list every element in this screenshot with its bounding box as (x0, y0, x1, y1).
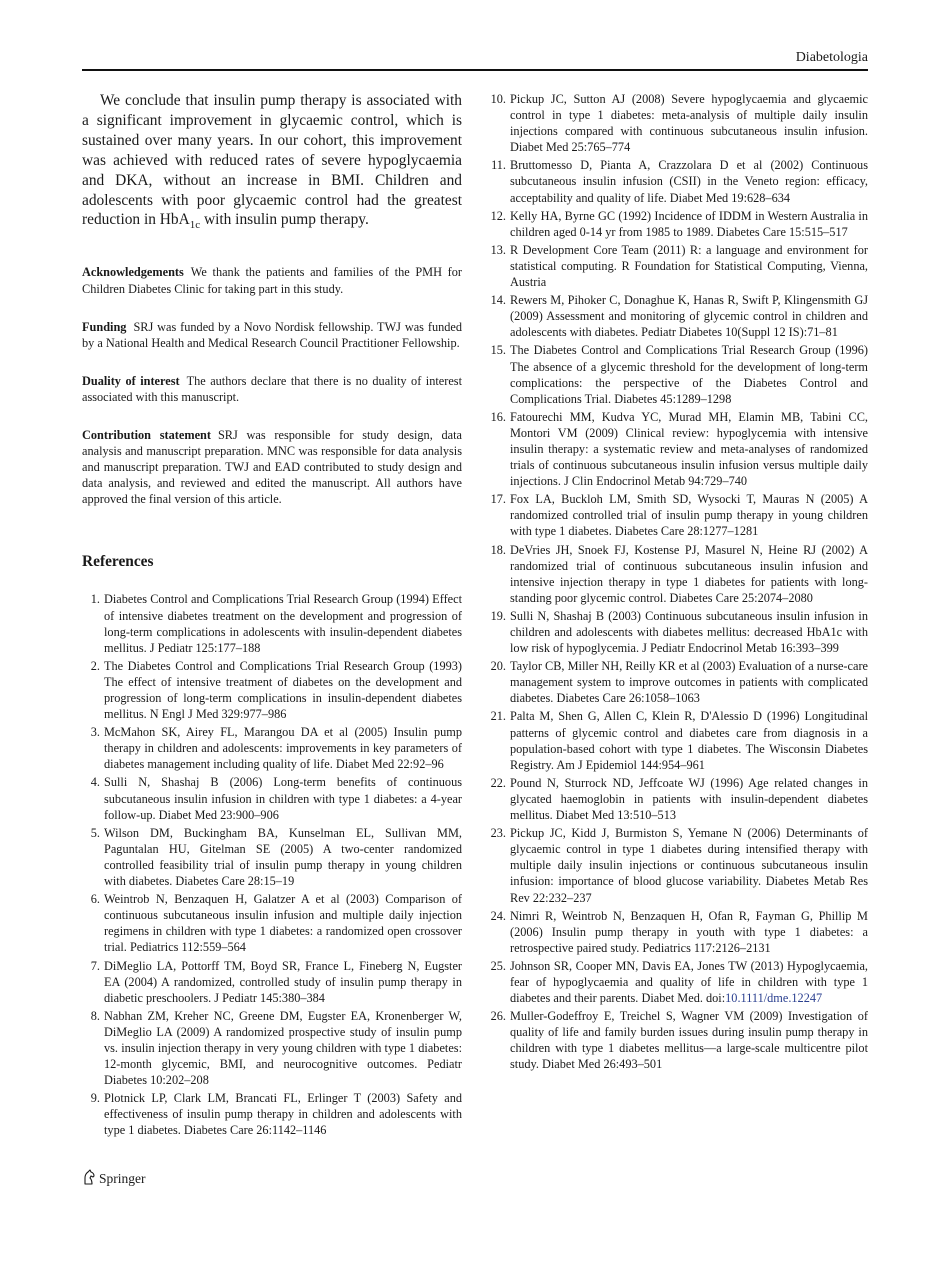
reference-item: 23. Pickup JC, Kidd J, Burmiston S, Yemane N (2006) Determinants of glycaemic control in type 1 diabetes during intensified therapy with multiple daily insulin injections or continuous subcutaneous insulin infusion: importance of blood glucose variability. Diabetes Metab Res Rev 22:232–237 (490, 826, 868, 905)
reference-item: 7. DiMeglio LA, Pottorff TM, Boyd SR, France L, Fineberg N, Eugster EA (2004) A randomized, controlled study of insulin pump therapy in diabetic preschoolers. J Pediatr 145:380–384 (90, 958, 462, 1005)
contribution-label: Contribution statement (82, 427, 211, 442)
reference-item: 15. The Diabetes Control and Complications Trial Research Group (1996) The absence of a glycemic threshold for the development of long-term complications: the perspective of the Diabetes Control and Complications Trial. Diabetes 45:1289–1298 (490, 343, 868, 406)
publisher-name: Springer (99, 1171, 146, 1186)
reference-item: 10. Pickup JC, Sutton AJ (2008) Severe hypoglycaemia and glycaemic control in type 1 diabetes: meta-analysis of multiple daily insulin injections compared with continuous subcutaneous insulin infusion. Diabet Med 25:765–774 (490, 92, 868, 155)
conclusion-subscript: 1c (189, 219, 201, 232)
reference-item: 8. Nabhan ZM, Kreher NC, Greene DM, Eugster EA, Kronenberger W, DiMeglio LA (2009) A randomized prospective study of insulin pump vs. insulin injection therapy in very young children with type 1 diabetes: 12-month glycemic, BMI, and neurocognitive outcomes. Pediatr Diabetes 10:202–208 (90, 1008, 462, 1088)
acknowledgements-label: Acknowledgements (82, 265, 184, 280)
conclusion-text: We conclude that insulin pump therapy is associated with a significant improvement in glycaemic control, which is sustained over many years. In our cohort, this improvement was achieved with reduced rates of severe hypoglycaemia and DKA, without an increase in BMI. Children and adolescents with poor glycaemic control had the greatest reduction in HbA (82, 92, 462, 229)
reference-item: 11. Bruttomesso D, Pianta A, Crazzolara D et al (2002) Continuous subcutaneous insulin infusion (CSII) in the Veneto region: efficacy, acceptability and quality of life. Diabet Med 19:628–634 (491, 158, 868, 205)
references-list-right (488, 91, 868, 1073)
reference-item: 22. Pound N, Sturrock ND, Jeffcoate WJ (1996) Age related changes in glycated haemoglobin in patients with insulin-dependent diabetes mellitus. Diabet Med 13:510–513 (490, 775, 868, 823)
reference-item: 19. Sulli N, Shashaj B (2003) Continuous subcutaneous insulin infusion in children and adolescents with diabetes mellitus: decreased HbA1c with low risk of hypoglycemia. J Pediatr Endocrinol Metab 16:393–399 (490, 608, 868, 656)
duality-section (82, 373, 462, 405)
reference-item: 3. McMahon SK, Airey FL, Marangou DA et al (2005) Insulin pump therapy in children and adolescents: improvements in key parameters of diabetes management including quality of life. Diabet Med 22:92–96 (90, 725, 462, 772)
reference-item: 5. Wilson DM, Buckingham BA, Kunselman EL, Sullivan MM, Paguntalan HU, Gitelman SE (2005) A two-center randomized controlled feasibility trial of insulin pump therapy in young children with diabetes. Diabetes Care 28:15–19 (90, 825, 462, 889)
publisher-footer (82, 1169, 146, 1189)
funding-label: Funding (82, 319, 127, 334)
duality-text: The authors declare that there is no duality of interest associated with this manuscript. (82, 373, 462, 404)
reference-item: 2. The Diabetes Control and Complications Trial Research Group (1993) The effect of intensive treatment of diabetes on the development and progression of long-term complications in insulin-dependent diabetes mellitus. N Engl J Med 329:977–986 (90, 658, 462, 722)
duality-label: Duality of interest (82, 373, 180, 388)
reference-item: 26. Muller-Godeffroy E, Treichel S, Wagner VM (2009) Investigation of quality of life and family burden issues during insulin pump therapy in children with type 1 diabetes mellitus—a large-scale multicentre pilot study. Diabet Med 26:493–501 (490, 1009, 868, 1072)
acknowledgements-section (82, 264, 462, 296)
reference-item: 24. Nimri R, Weintrob N, Benzaquen H, Ofan R, Fayman G, Phillip M (2006) Insulin pump therapy in youth with type 1 diabetes: a retrospective paired study. Pediatrics 117:2126–2131 (490, 908, 868, 955)
reference-item: 4. Sulli N, Shashaj B (2006) Long-term benefits of continuous subcutaneous insulin infusion in children with type 1 diabetes: a 4-year follow-up. Diabet Med 23:900–906 (90, 775, 462, 822)
doi-link[interactable]: 10.1111/dme.12247 (725, 991, 823, 1006)
reference-item: 12. Kelly HA, Byrne GC (1992) Incidence of IDDM in Western Australia in children aged 0-14 yr from 1985 to 1989. Diabetes Care 15:515–517 (490, 208, 868, 239)
reference-item: 17. Fox LA, Buckloh LM, Smith SD, Wysocki T, Mauras N (2005) A randomized controlled trial of insulin pump therapy in young children with type 1 diabetes. Diabetes Care 28:1277–1281 (490, 492, 868, 539)
reference-item: 25. Johnson SR, Cooper MN, Davis EA, Jones TW (2013) Hypoglycaemia, fear of hypoglycaemia and quality of life in children with type 1 diabetes and their parents. Diabet Med. doi:10.1111/dme.12247 (490, 958, 868, 1006)
left-column (82, 91, 462, 1141)
funding-section (82, 319, 462, 351)
right-column (488, 91, 868, 1075)
reference-item: 21. Palta M, Shen G, Allen C, Klein R, D'Alessio D (1996) Longitudinal patterns of glycemic control and diabetes care from diagnosis in a population-based cohort with type 1 diabetes. The Wisconsin Diabetes Registry. Am J Epidemiol 144:954–961 (490, 709, 868, 772)
reference-item: 18. DeVries JH, Snoek FJ, Kostense PJ, Masurel N, Heine RJ (2002) A randomized trial of continuous subcutaneous insulin infusion and intensive injection therapy in type 1 diabetes for patients with long-standing poor glycemic control. Diabetes Care 25:2074–2080 (490, 542, 868, 605)
reference-item: 14. Rewers M, Pihoker C, Donaghue K, Hanas R, Swift P, Klingensmith GJ (2009) Assessment and monitoring of glycemic control in children and adolescents with diabetes. Pediatr Diabetes 10(Suppl 12 IS):71–81 (490, 293, 868, 340)
header-rule (82, 69, 868, 71)
conclusion-paragraph (82, 91, 462, 236)
references-list-left (82, 591, 462, 1138)
reference-item: 16. Fatourechi MM, Kudva YC, Murad MH, Elamin MB, Tabini CC, Montori VM (2009) Clinical review: hypoglycemia with intensive insulin therapy: a systematic review and meta-analyses of randomized trials of continuous subcutaneous insulin infusion versus multiple daily injections. J Clin Endocrinol Metab 94:729–740 (490, 409, 868, 489)
reference-item: 20. Taylor CB, Miller NH, Reilly KR et al (2003) Evaluation of a nurse-care management system to improve outcomes in patients with complicated diabetes. Diabetes Care 26:1058–1063 (490, 659, 868, 706)
acknowledgements-text: We thank the patients and families of the PMH for Children Diabetes Clinic for taking part in this study. (82, 265, 462, 296)
contribution-section (82, 427, 462, 507)
reference-item: 1. Diabetes Control and Complications Trial Research Group (1994) Effect of intensive diabetes treatment on the development and progression of long-term complications in adolescents with insulin-dependent diabetes mellitus. J Pediatr 125:177–188 (90, 592, 462, 655)
funding-text: SRJ was funded by a Novo Nordisk fellowship. TWJ was funded by a National Health and Medical Research Council Practitioner Fellowship. (82, 319, 462, 350)
reference-item: 9. Plotnick LP, Clark LM, Brancati FL, Erlinger T (2003) Safety and effectiveness of insulin pump therapy in children and adolescents with type 1 diabetes. Diabetes Care 26:1142–1146 (90, 1091, 462, 1138)
conclusion-text-end: with insulin pump therapy. (200, 211, 369, 229)
contribution-text: SRJ was responsible for study design, data analysis and manuscript preparation. MNC was responsible for data analysis and manuscript preparation. TWJ and EAD contributed to study design and data analysis, and reviewed and edited the manuscript. All authors have approved the final version of this article. (82, 427, 462, 507)
reference-item: 13. R Development Core Team (2011) R: a language and environment for statistical computing. R Foundation for Statistical Computing, Vienna, Austria (490, 242, 868, 290)
springer-horse-icon (82, 1169, 99, 1189)
reference-item: 6. Weintrob N, Benzaquen H, Galatzer A et al (2003) Comparison of continuous subcutaneous insulin infusion and multiple daily injection regimens in children with type 1 diabetes: a randomized open crossover trial. Pediatrics 112:559–564 (90, 892, 462, 955)
journal-name: Diabetologia (795, 50, 868, 65)
references-heading: References (82, 553, 154, 571)
